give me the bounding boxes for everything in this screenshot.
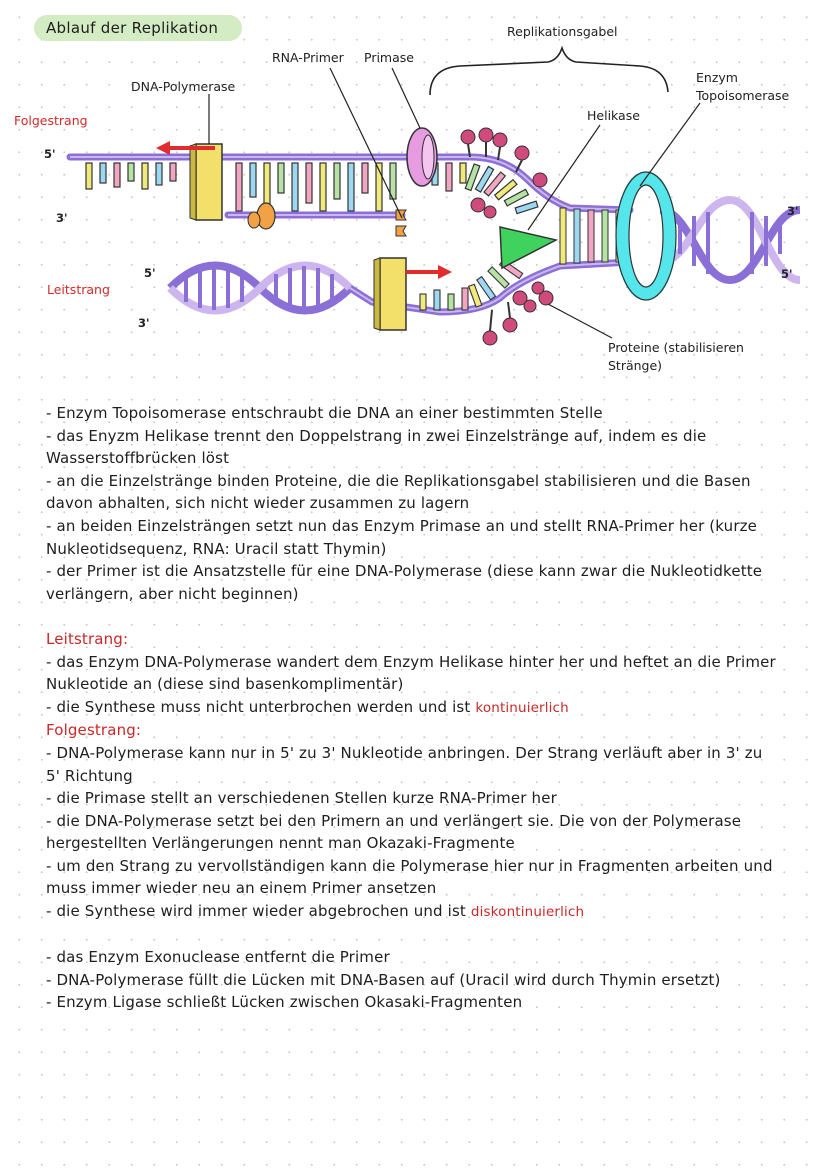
notes-text <box>46 402 818 1014</box>
note-line: - DNA-Polymerase kann nur in 5' zu 3' Nukleotide anbringen. Der Strang verläuft aber in 3' zu <box>46 743 763 762</box>
note-line <box>46 900 818 924</box>
end-top-left-3: 3' <box>56 211 68 225</box>
dna-polymerase-leading <box>380 258 406 330</box>
note-line: - an beiden Einzelsträngen setzt nun das Enzym Primase an und stellt RNA-Primer her (kurze <box>46 516 758 535</box>
note-line: verlängern, aber nicht beginnen) <box>46 584 299 603</box>
dna-polymerase-lagging <box>196 144 222 220</box>
end-top-left-5: 5' <box>44 147 56 161</box>
arrow-right-icon <box>438 265 452 279</box>
note-line: 5' Richtung <box>46 766 133 785</box>
note-line: - der Primer ist die Ansatzstelle für eine DNA-Polymerase (diese kann zwar die Nukleotidkette <box>46 562 763 581</box>
label-primase: Primase <box>364 50 414 65</box>
replikationsgabel-brace <box>430 48 668 95</box>
note-line: - die DNA-Polymerase setzt bei den Primern an und verlängert sie. Die von der Polymerase <box>46 811 742 830</box>
note-line: - an die Einzelstränge binden Proteine, die die Replikationsgabel stabilisieren und die Basen <box>46 471 751 490</box>
end-right-5: 5' <box>781 267 793 281</box>
note-line <box>46 696 818 720</box>
highlight-kontinuierlich: kontinuierlich <box>475 699 569 716</box>
note-line: - Enzym Topoisomerase entschraubt die DNA an einer bestimmten Stelle <box>46 404 603 422</box>
label-folgestrang: Folgestrang <box>14 113 88 128</box>
note-line: hergestellten Verlängerungen nennt man Okazaki-Fragmente <box>46 834 515 853</box>
note-line: - das Enyzm Helikase trennt den Doppelstrang in zwei Einzelstränge auf, indem es die <box>46 426 707 445</box>
label-topoisomerase-line2: Topoisomerase <box>696 88 790 103</box>
folgestrang-strand <box>70 157 630 236</box>
note-text: - die Synthese wird immer wieder abgebrochen und ist <box>46 902 471 921</box>
helikase-enzyme <box>500 227 556 268</box>
label-dna-polymerase: DNA-Polymerase <box>131 79 236 94</box>
label-rna-primer: RNA-Primer <box>272 50 344 65</box>
note-line: - um den Strang zu vervollständigen kann die Polymerase hier nur in Fragmenten arbeiten und <box>46 856 773 875</box>
label-leitstrang: Leitstrang <box>47 282 110 297</box>
note-line: Wasserstoffbrücken löst <box>46 449 230 468</box>
note-line: - DNA-Polymerase füllt die Lücken mit DNA-Basen auf (Uracil wird durch Thymin ersetzt) <box>46 970 721 989</box>
note-line: Nukleotide an (diese sind basenkomplimentär) <box>46 675 404 694</box>
heading-leitstrang: Leitstrang: <box>46 629 129 648</box>
note-line: - das Enzym Exonuclease entfernt die Primer <box>46 948 390 967</box>
note-line: - die Primase stellt an verschiedenen Stellen kurze RNA-Primer her <box>46 789 557 808</box>
end-bottom-left-5: 5' <box>144 266 156 280</box>
heading-folgestrang: Folgestrang: <box>46 721 142 740</box>
arrow-left-icon <box>156 141 170 155</box>
note-text: - die Synthese muss nicht unterbrochen werden und ist <box>46 697 476 716</box>
label-helikase: Helikase <box>587 108 640 123</box>
end-right-3: 3' <box>787 204 799 218</box>
label-replikationsgabel: Replikationsgabel <box>507 24 618 39</box>
label-topoisomerase-line1: Enzym <box>696 70 738 85</box>
note-line: davon abhalten, sich nicht wieder zusammen zu lagern <box>46 494 470 513</box>
label-proteine-line2: Stränge) <box>608 358 663 373</box>
note-line: - das Enzym DNA-Polymerase wandert dem Enzym Helikase hinter her und heftet an die Primer <box>46 652 776 671</box>
label-proteine-line1: Proteine (stabilisieren <box>608 340 744 355</box>
note-line: muss immer wieder neu an einem Primer ansetzen <box>46 879 437 898</box>
highlight-diskontinuierlich: diskontinuierlich <box>470 904 585 921</box>
page-title: Ablauf der Replikation <box>34 15 242 41</box>
end-bottom-left-3: 3' <box>138 316 150 330</box>
note-line: - Enzym Ligase schließt Lücken zwischen Okasaki-Fragmenten <box>46 993 523 1012</box>
note-line: Nukleotidsequenz, RNA: Uracil statt Thymin) <box>46 539 387 558</box>
